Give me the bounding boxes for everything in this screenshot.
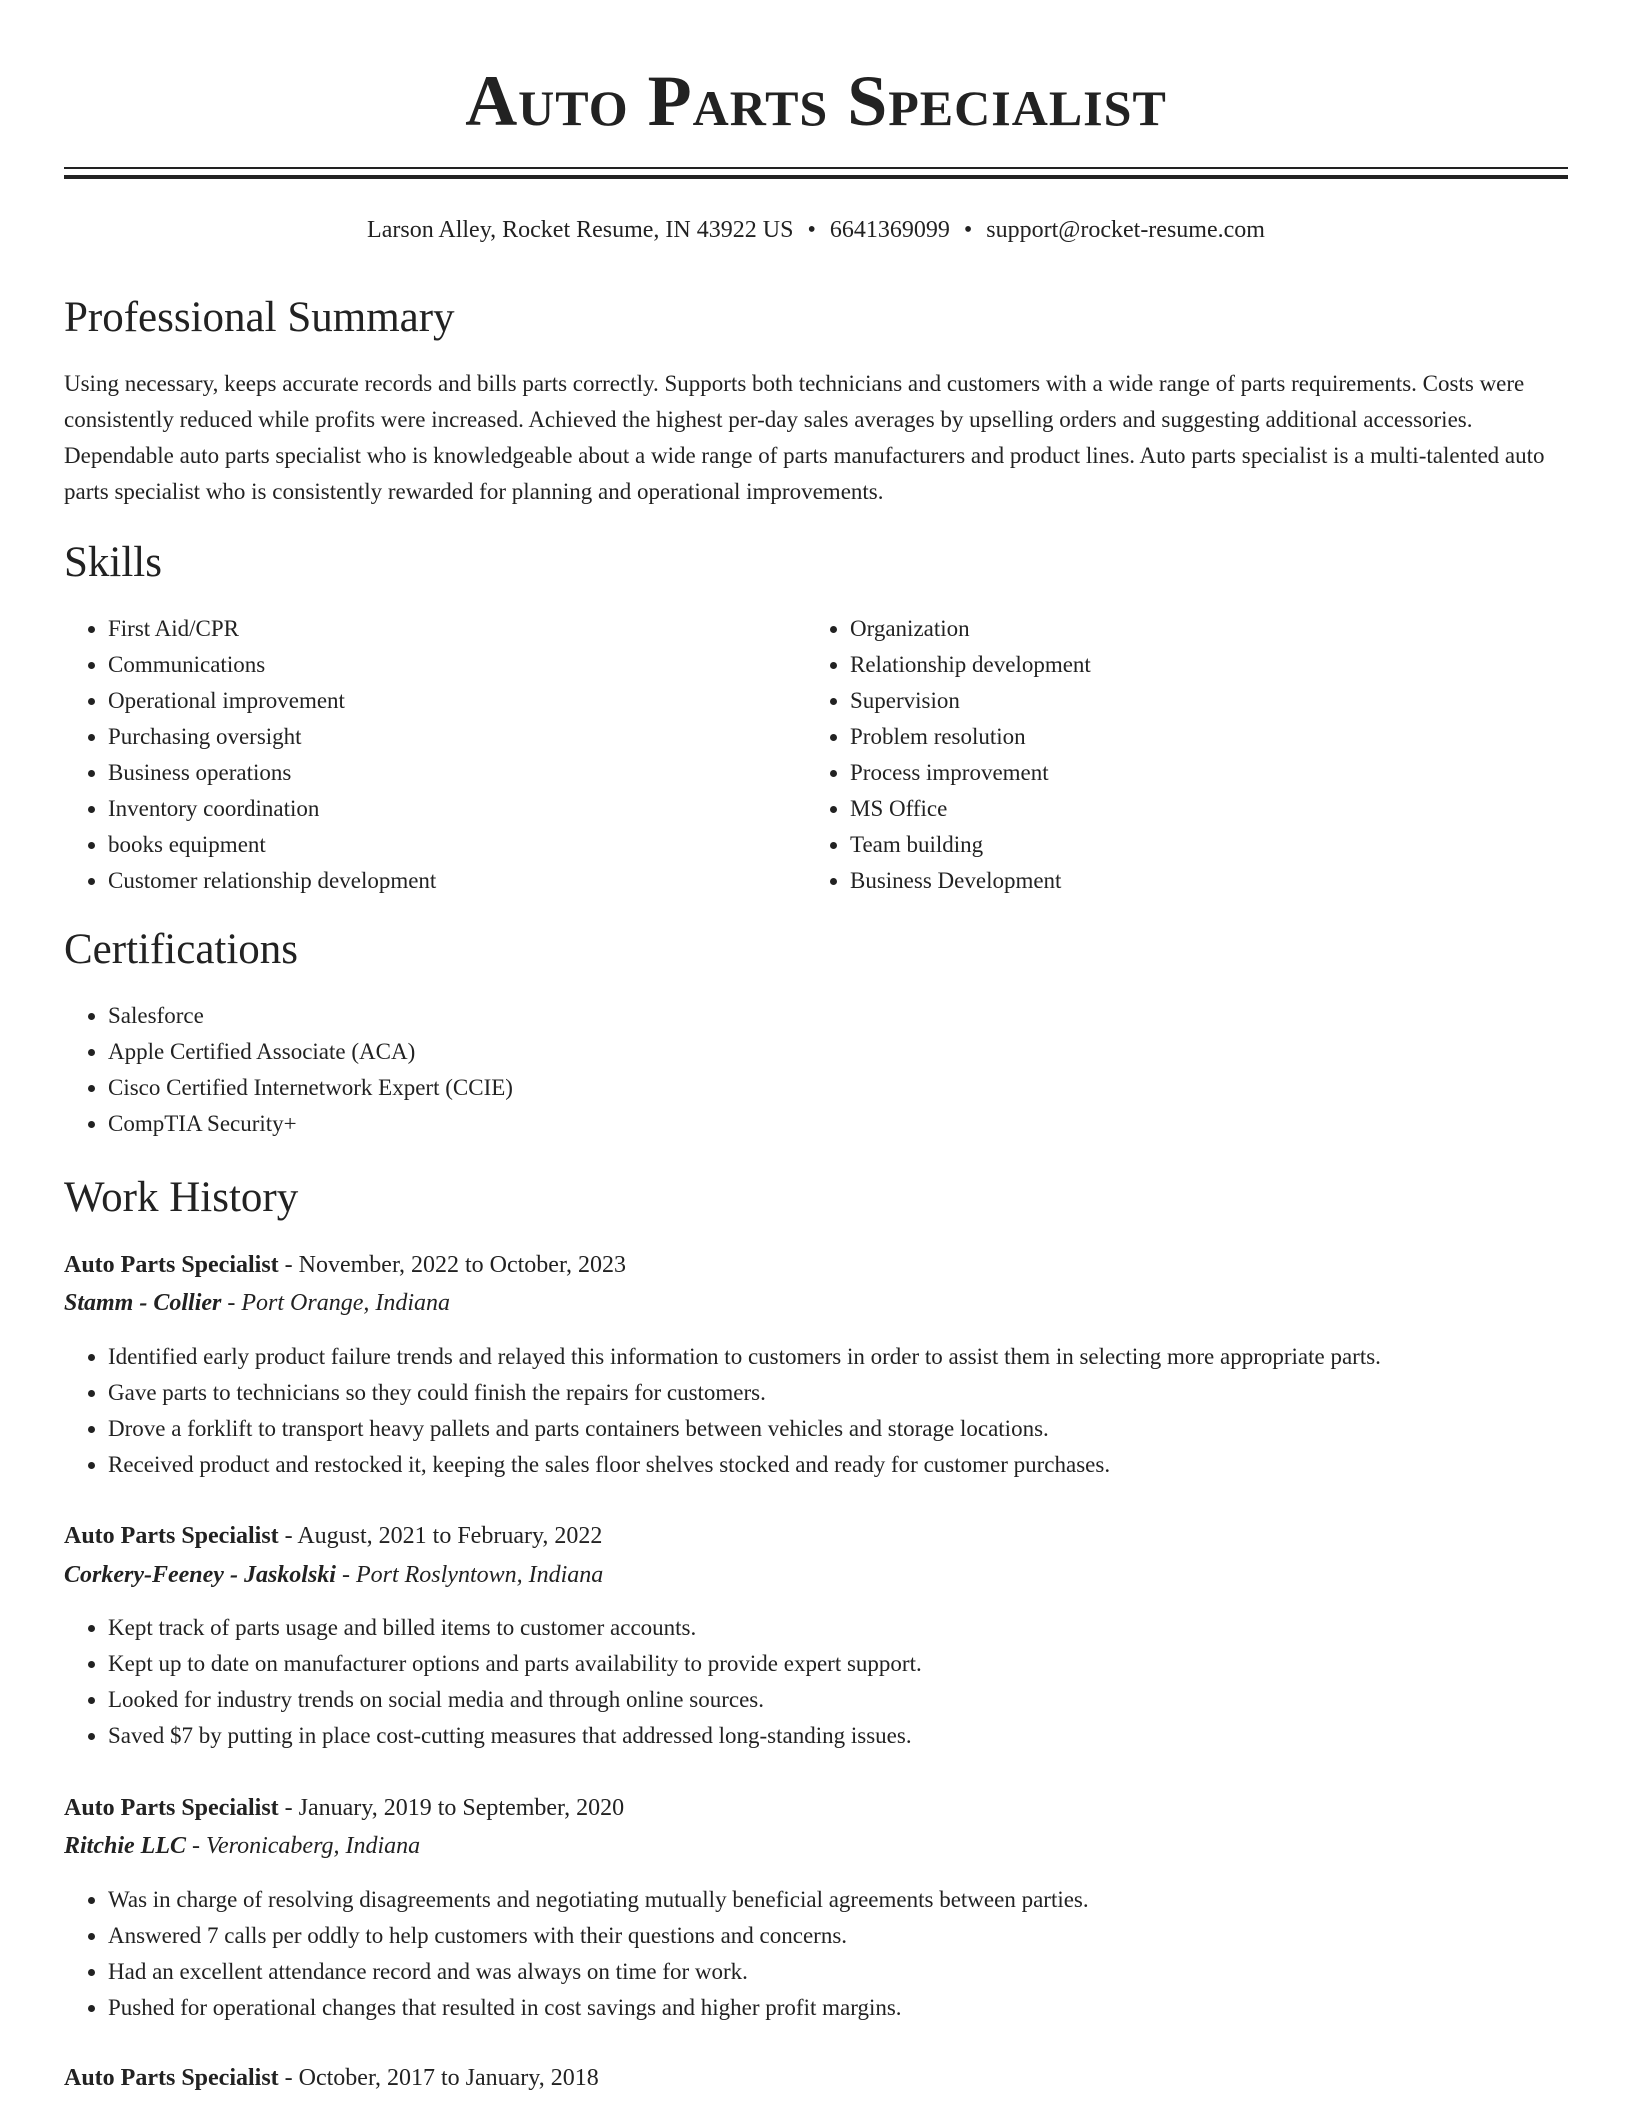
skill-item: • Team building [850,827,1550,863]
resume-name: Auto Parts Specialist [465,61,1167,141]
job-company: Stamm - Collier [64,1290,222,1316]
skill-item: • Inventory coordination [108,791,788,827]
job-bullets [64,1882,1614,2026]
job-bullet: • Gave parts to technicians so they could finish the repairs for customers. [108,1375,1614,1411]
job-company-line [64,1557,603,1593]
certification-item: • CompTIA Security+ [108,1106,1608,1142]
job-location: - Port Orange, Indiana [221,1290,451,1316]
contact-separator: • [807,217,816,243]
skill-item: • Organization [850,611,1550,647]
job-bullet: • Looked for industry trends on social media and through online sources. [108,1682,1614,1718]
job-company-line [64,1828,420,1864]
job-bullet: • Answered 7 calls per oddly to help customers with their questions and concerns. [108,1918,1614,1954]
job-company-line [64,1285,450,1321]
job-dates: - November, 2022 to October, 2023 [278,1252,626,1278]
header-rule-thin [64,167,1568,169]
certifications-list [64,998,1608,1142]
section-title-work-history: Work History [64,1174,299,1221]
job-bullet: • Received product and restocked it, keeping the sales floor shelves stocked and ready for customer purchases. [108,1447,1614,1483]
job-bullet: • Kept up to date on manufacturer options and parts availability to provide expert support. [108,1646,1614,1682]
contact-address: Larson Alley, Rocket Resume, IN 43922 US [367,217,794,243]
skill-item: • Operational improvement [108,683,788,719]
contact-email: support@rocket-resume.com [986,217,1265,243]
summary-text: Using necessary, keeps accurate records and bills parts correctly. Supports both technicians and customers with a wide range of parts requirements. Costs were consistently reduced while profits were increased. Achieved the highest per-day sales averages by upselling orders and suggesting additional accessories. Dependable auto parts specialist who is knowledgeable about a wide range of parts manufacturers and product lines. Auto parts specialist is a multi-talented auto parts specialist who is consistently rewarded for planning and operational improvements. [64,371,1545,504]
job-bullet: • Identified early product failure trends and relayed this information to customers in order to assist them in selecting more appropriate parts. [108,1339,1614,1375]
job-role: Auto Parts Specialist [64,1252,279,1278]
job-bullets [64,1610,1614,1754]
skill-item: • Relationship development [850,647,1550,683]
skill-item: • Communications [108,647,788,683]
section-title-skills: Skills [64,539,162,586]
skill-item: • Process improvement [850,755,1550,791]
job-location: - Port Roslyntown, Indiana [335,1562,604,1588]
skill-item: • Business operations [108,755,788,791]
skill-item: • Customer relationship development [108,863,788,899]
job-bullet: • Kept track of parts usage and billed items to customer accounts. [108,1610,1614,1646]
section-title-certifications: Certifications [64,926,299,973]
job-role: Auto Parts Specialist [64,1795,279,1821]
job-location: - Veronicaberg, Indiana [186,1833,421,1859]
job-title-line [64,1247,626,1283]
skill-item: • Business Development [850,863,1550,899]
job-title-line [64,2060,599,2096]
contact-separator: • [963,217,973,243]
job-dates: - January, 2019 to September, 2020 [278,1795,625,1821]
skill-item: • Purchasing oversight [108,719,788,755]
contact-phone: 6641369099 [829,217,950,243]
skill-item: • books equipment [108,827,788,863]
job-dates: - August, 2021 to February, 2022 [278,1523,603,1549]
job-bullet: • Pushed for operational changes that resulted in cost savings and higher profit margins. [108,1990,1614,2026]
skill-item: • Problem resolution [850,719,1550,755]
job-bullets [64,1339,1614,1483]
certification-item: • Salesforce [108,998,1608,1034]
job-bullet: • Was in charge of resolving disagreements and negotiating mutually beneficial agreements between parties. [108,1882,1614,1918]
skills-list-left [64,611,788,899]
job-bullet: • Had an excellent attendance record and was always on time for work. [108,1954,1614,1990]
certification-item: • Cisco Certified Internetwork Expert (CCIE) [108,1070,1608,1106]
job-role: Auto Parts Specialist [64,1523,279,1549]
job-title-line [64,1518,602,1554]
certification-item: • Apple Certified Associate (ACA) [108,1034,1608,1070]
job-bullet: • Saved $7 by putting in place cost-cutting measures that addressed long-standing issues. [108,1718,1614,1754]
job-bullet: • Drove a forklift to transport heavy pallets and parts containers between vehicles and storage locations. [108,1411,1614,1447]
section-title-summary: Professional Summary [64,294,455,341]
job-title-line [64,1790,624,1826]
job-company: Ritchie LLC [64,1833,186,1859]
contact-line [0,214,1632,246]
skill-item: • Supervision [850,683,1550,719]
job-role: Auto Parts Specialist [64,2065,279,2091]
skill-item: • MS Office [850,791,1550,827]
skill-item: • First Aid/CPR [108,611,788,647]
job-dates: - October, 2017 to January, 2018 [278,2065,599,2091]
header-rule-thick [64,175,1568,179]
job-company: Corkery-Feeney - Jaskolski [64,1562,336,1588]
skills-list-right [806,611,1550,899]
